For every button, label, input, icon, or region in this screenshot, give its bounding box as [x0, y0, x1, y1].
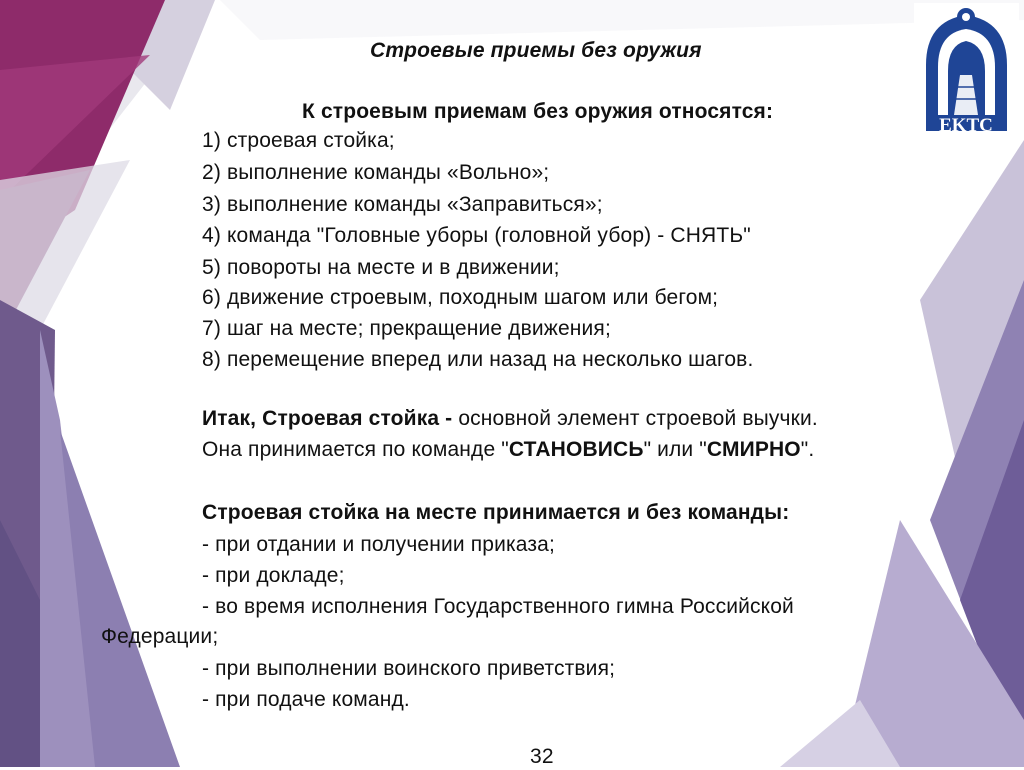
- list-item: 2) выполнение команды «Вольно»;: [202, 161, 550, 184]
- slide-title: Строевые приемы без оружия: [370, 39, 702, 62]
- no-command-item: - при выполнении воинского приветствия;: [202, 657, 616, 680]
- no-command-item: - во время исполнения Государственного гимна Российской: [202, 595, 794, 618]
- ektc-logo: [914, 3, 1019, 138]
- definition-lead: Итак, Строевая стойка -: [202, 407, 459, 430]
- no-command-heading: Строевая стойка на месте принимается и без команды:: [202, 501, 790, 524]
- no-command-item: - при отдании и получении приказа;: [202, 533, 555, 556]
- list-heading: К строевым приемам без оружия относятся:: [302, 100, 774, 123]
- list-item: 4) команда "Головные уборы (головной убор) - СНЯТЬ": [202, 224, 751, 247]
- list-item: 1) строевая стойка;: [202, 129, 395, 152]
- no-command-item: Федерации;: [101, 625, 219, 648]
- no-command-item: - при докладе;: [202, 564, 345, 587]
- list-item: 8) перемещение вперед или назад на несколько шагов.: [202, 348, 754, 371]
- list-item: 6) движение строевым, походным шагом или бегом;: [202, 286, 719, 309]
- logo-text: EKTC: [939, 115, 993, 136]
- command-stanovis: СТАНОВИСЬ: [508, 438, 644, 461]
- definition-text: основной элемент строевой выучки.: [458, 407, 818, 430]
- list-item: 3) выполнение команды «Заправиться»;: [202, 193, 603, 216]
- definition-line-2: [202, 436, 814, 463]
- command-smirno: СМИРНО: [706, 438, 801, 461]
- list-item: 7) шаг на месте; прекращение движения;: [202, 317, 611, 340]
- page-number: 32: [530, 745, 554, 768]
- definition-text: Она принимается по команде ": [202, 438, 509, 461]
- definition-text: " или ": [643, 438, 707, 461]
- definition-text: ".: [800, 438, 815, 461]
- list-item: 5) повороты на месте и в движении;: [202, 256, 560, 279]
- no-command-item: - при подаче команд.: [202, 688, 410, 711]
- definition-line-1: [202, 405, 818, 432]
